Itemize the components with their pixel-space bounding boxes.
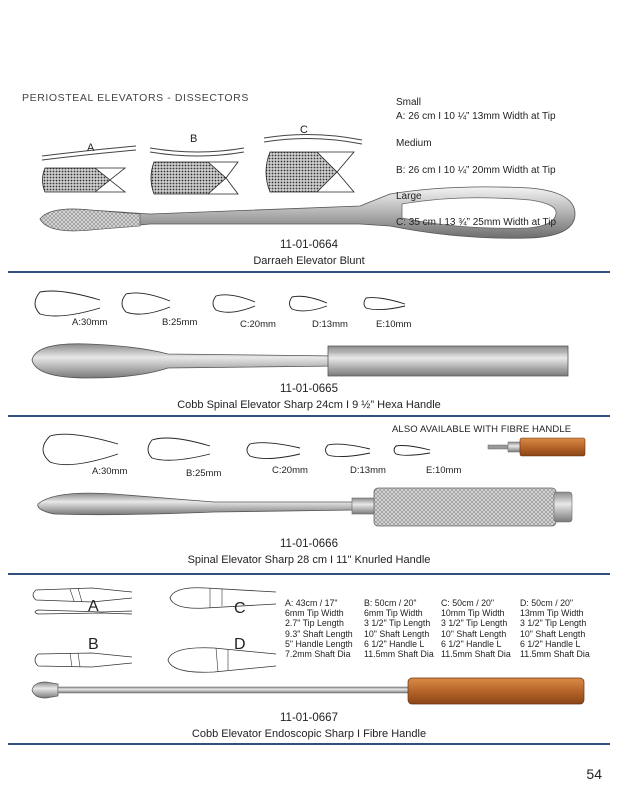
product-code-3: 11-01-0666	[280, 538, 338, 550]
spec-medium-value: B: 26 cm I 10 ¼” 20mm Width at Tip	[396, 165, 556, 176]
spinal-tip-b: B:25mm	[186, 468, 222, 479]
cobb-tip-a: A:30mm	[72, 317, 108, 328]
tip-label-b: B	[190, 133, 198, 145]
section-divider-4	[8, 743, 610, 745]
endo-label-c: C	[234, 600, 246, 617]
product-code-4: 11-01-0667	[280, 712, 338, 724]
cobb-spinal-elevator-image	[28, 338, 573, 384]
tip-label-c: C	[300, 124, 308, 136]
endoscopic-tip-d	[166, 644, 281, 676]
product-code-1: 11-01-0664	[280, 239, 338, 251]
tip-label-a: A	[87, 142, 95, 154]
spec-small-value: A: 26 cm I 10 ¼” 13mm Width at Tip	[396, 111, 556, 122]
spinal-tip-e: E:10mm	[426, 465, 462, 476]
spec-column-b: B: 50cm / 20" 6mm Tip Width 3 1/2" Tip Length 10" Shaft Length 6 1/2" Handle L 11.5mm Shaft Dia	[364, 598, 434, 660]
cobb-tip-e: E:10mm	[376, 319, 412, 330]
section-title: PERIOSTEAL ELEVATORS - DISSECTORS	[22, 92, 249, 104]
product-code-2: 11-01-0665	[280, 383, 338, 395]
product-name-4: Cobb Elevator Endoscopic Sharp I Fibre Handle	[191, 728, 427, 740]
spec-column-a: A: 43cm / 17" 6mm Tip Width 2.7" Tip Length 9.3" Shaft Length 5" Handle Length 7.2mm Shaft Dia	[285, 598, 353, 660]
cobb-tip-d: D:13mm	[312, 319, 348, 330]
endo-label-d: D	[234, 636, 246, 653]
endo-label-a: A	[88, 598, 99, 615]
section-divider-2	[8, 415, 610, 417]
spinal-elevator-image	[34, 484, 579, 530]
product-name-3: Spinal Elevator Sharp 28 cm I 11" Knurled Handle	[187, 554, 431, 566]
product-name-2: Cobb Spinal Elevator Sharp 24cm I 9 ½” Hexa Handle	[177, 399, 441, 411]
spec-column-c: C: 50cm / 20" 10mm Tip Width 3 1/2" Tip Length 10" Shaft Length 6 1/2" Handle L 11.5mm Shaft Dia	[441, 598, 511, 660]
endoscopic-tip-c	[166, 584, 281, 614]
spinal-tip-c: C:20mm	[272, 465, 308, 476]
spec-medium-label: Medium	[396, 138, 432, 149]
spec-large-label: Large	[396, 191, 422, 202]
spinal-tip-d: D:13mm	[350, 465, 386, 476]
product-name-1: Darraeh Elevator Blunt	[253, 255, 365, 267]
page-number: 54	[586, 766, 602, 782]
darraeh-elevator-image	[30, 184, 585, 246]
section-divider-1	[8, 271, 610, 273]
fibre-handle-note: ALSO AVAILABLE WITH FIBRE HANDLE	[392, 424, 572, 435]
cobb-tip-c: C:20mm	[240, 319, 276, 330]
section-divider-3	[8, 573, 610, 575]
spinal-tip-a: A:30mm	[92, 466, 128, 477]
spec-column-d: D: 50cm / 20" 13mm Tip Width 3 1/2" Tip Length 10" Shaft Length 6 1/2" Handle L 11.5mm Shaft Dia	[520, 598, 590, 660]
fibre-handle-image	[488, 436, 588, 460]
spec-large-value: C: 35 cm I 13 ¾” 25mm Width at Tip	[396, 217, 557, 228]
spec-small-label: Small	[396, 97, 422, 108]
cobb-endoscopic-elevator-image	[28, 674, 588, 708]
endoscopic-tip-a	[32, 584, 142, 620]
cobb-tip-b: B:25mm	[162, 317, 198, 328]
endoscopic-tip-b	[32, 648, 142, 670]
endo-label-b: B	[88, 636, 99, 653]
